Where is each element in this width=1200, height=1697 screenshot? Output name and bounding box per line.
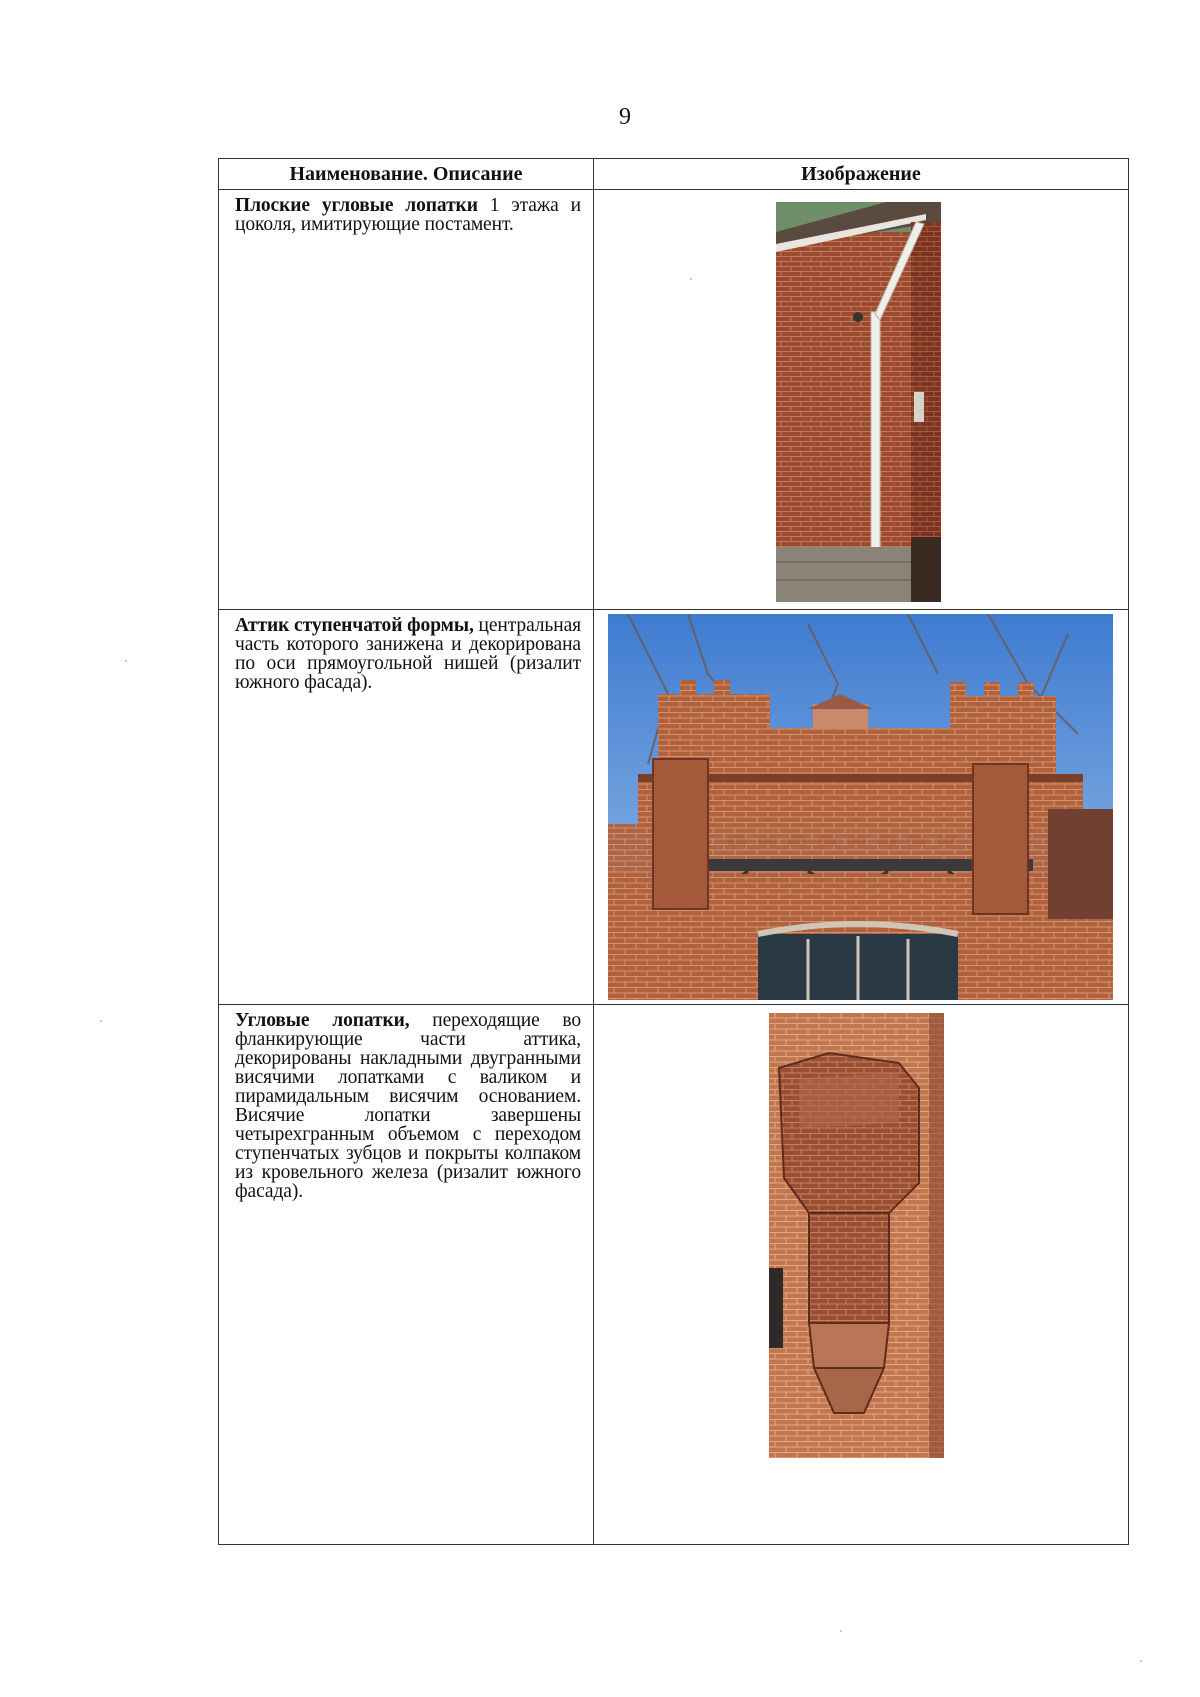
description-table [218,158,1129,1545]
element-description: центральная часть которого занижена и декорирована по оси прямоугольной нишей (ризалит южного фасада). [235,615,581,693]
element-title: Плоские угловые лопатки [235,195,478,216]
description-cell [219,1005,594,1545]
column-header-description: Наименование. Описание [219,159,594,190]
element-title: Аттик ступенчатой формы, [235,615,474,636]
description-cell [219,610,594,1005]
description-text [219,190,593,234]
table-row [219,610,1129,1005]
description-cell [219,190,594,610]
image-cell [594,610,1129,1005]
table-header-row [219,159,1129,190]
image-cell [594,1005,1129,1545]
image-cell [594,190,1129,610]
table-row [219,190,1129,610]
stepped-attic-photo [608,614,1113,1000]
element-description: 1 этажа и цоколя, имитирующие постамент. [235,195,581,235]
element-title: Угловые лопатки, [235,1010,410,1031]
element-description: переходящие во фланкирующие части аттика, декорированы накладными двугранными висячими лопатками с валиком и пирамидальным висячим основанием. Висячие лопатки завершены четырехгранным объемом с переходом ступенчатых зубцов и покрыты колпаком из кровельного железа (ризалит южного фасада). [235,1010,581,1202]
column-header-image: Изображение [594,159,1129,190]
description-text [219,610,593,692]
page-number: 9 [619,104,631,130]
table-row [219,1005,1129,1545]
description-text [219,1005,593,1201]
hanging-pilaster-photo [769,1013,944,1458]
brick-corner-pilaster-photo [776,202,941,602]
